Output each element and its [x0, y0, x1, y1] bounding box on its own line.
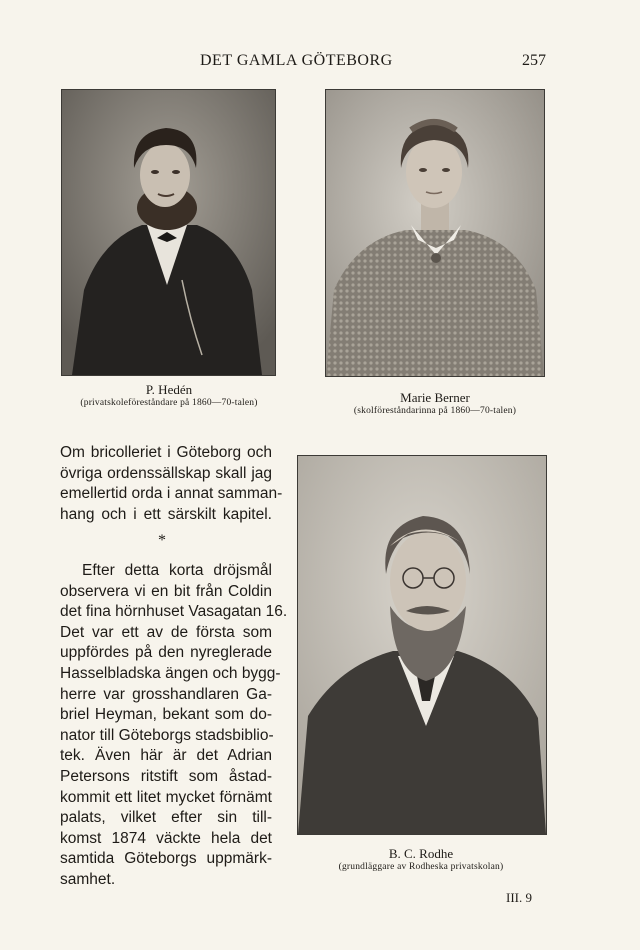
text-line: Petersons ritstift som åstad- [60, 767, 272, 785]
body-paragraph-2 [60, 561, 288, 891]
text-line: tek. Även här är det Adrian [60, 747, 272, 765]
caption-description: (privatskoleföreståndare på 1860—70-talen) [80, 398, 258, 408]
text-line: hang och i ett särskilt kapitel. [60, 505, 272, 523]
caption-rodhe [300, 846, 542, 873]
caption-description: (grundläggare av Rodheska privatskolan) [338, 862, 504, 872]
body-paragraph-1 [60, 443, 283, 525]
text-line: Hasselbladska ängen och bygg- [60, 664, 281, 682]
text-line: herre var grosshandlaren Ga- [60, 685, 272, 703]
caption-name: P. Hedén [145, 382, 193, 397]
text-line: palats, vilket efter sin till- [60, 809, 272, 827]
text-line: emellertid orda i annat samman- [60, 485, 283, 503]
caption-berner [320, 390, 550, 417]
page-number: 257 [522, 52, 546, 69]
printer-signature: III. 9 [506, 890, 532, 905]
text-line: komst 1874 väckte hela det [60, 829, 272, 847]
section-separator: * [158, 532, 166, 549]
text-line: observera vi en bit från Coldin [60, 582, 272, 600]
text-line: uppfördes på den nyreglerade [60, 644, 272, 662]
caption-heden [56, 382, 282, 409]
text-line: briel Heyman, bekant som do- [60, 706, 272, 724]
text-line: samtida Göteborgs uppmärk- [60, 850, 272, 868]
caption-description: (skolföreståndarinna på 1860—70-talen) [353, 406, 517, 416]
text-line: Det var ett av de första som [60, 623, 272, 641]
text-line: det fina hörnhuset Vasagatan 16. [60, 603, 288, 621]
text-line: kommit ett litet mycket förnämt [60, 788, 272, 806]
text-line: Om bricolleriet i Göteborg och [60, 444, 272, 461]
text-line: nator till Göteborgs stadsbiblio- [60, 726, 274, 744]
portrait-photo-heden [61, 89, 276, 376]
caption-name: B. C. Rodhe [388, 846, 454, 861]
caption-name: Marie Berner [400, 390, 470, 405]
text-line: Efter detta korta dröjsmål [82, 562, 272, 579]
text-line: samhet. [60, 870, 116, 888]
text-line: övriga ordenssällskap skall jag [60, 464, 272, 482]
portrait-photo-berner [325, 89, 545, 377]
running-title: DET GAMLA GÖTEBORG [200, 52, 393, 69]
portrait-photo-rodhe [297, 455, 547, 835]
